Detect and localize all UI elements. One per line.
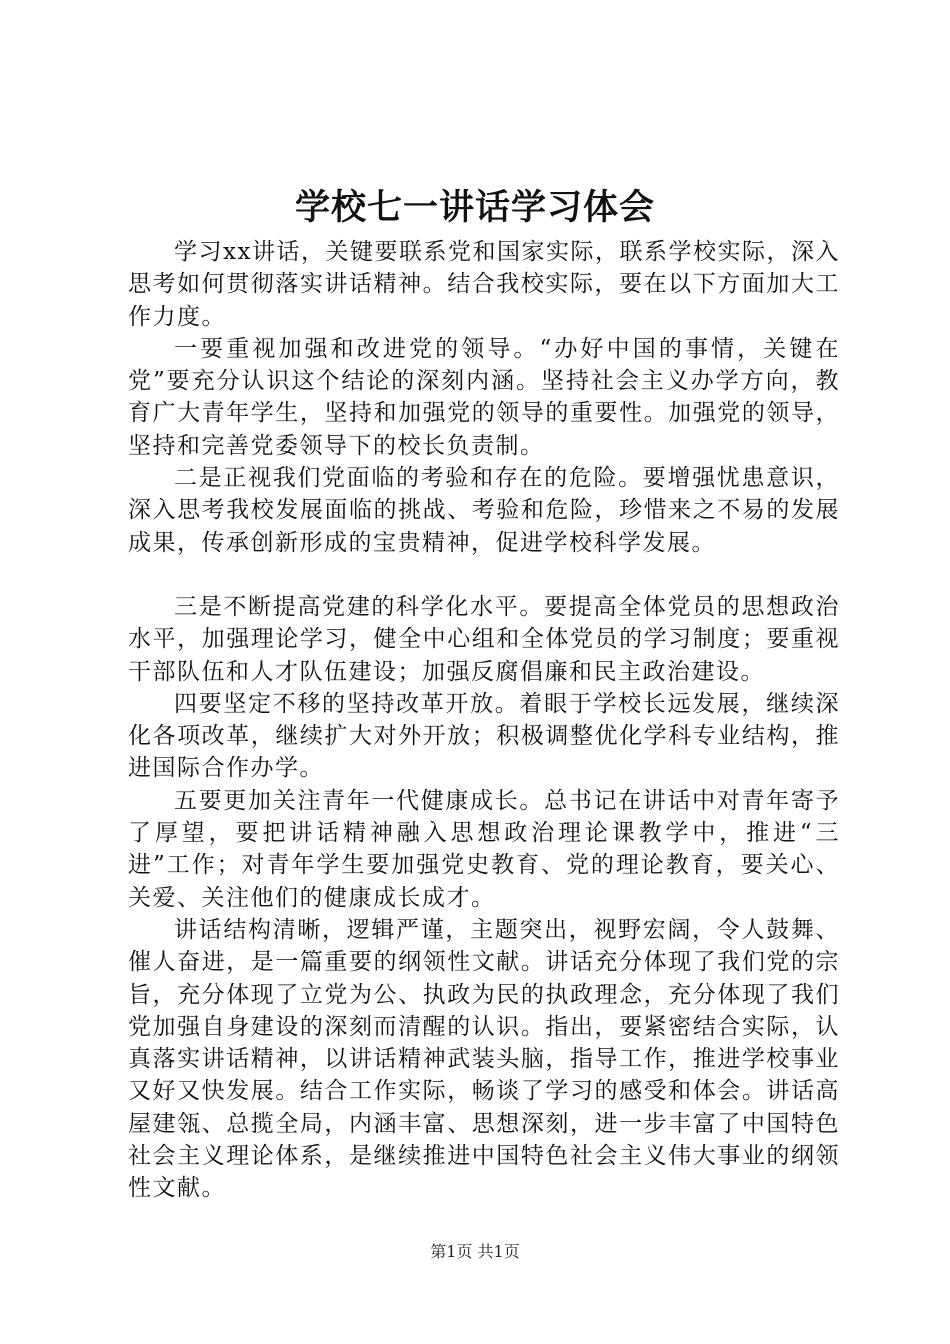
paragraph-point-three: 三是不断提高党建的科学化水平。要提高全体党员的思想政治水平，加强理论学习，健全中心组和全体党员的学习制度；要重视干部队伍和人才队伍建设；加强反腐倡廉和民主政治建设。 xyxy=(128,593,840,685)
paragraph-point-four: 四要坚定不移的坚持改革开放。着眼于学校长远发展，继续深化各项改革，继续扩大对外开放；积极调整优化学科专业结构，推进国际合作办学。 xyxy=(128,690,840,782)
paragraph-point-two: 二是正视我们党面临的考验和存在的危险。要增强忧患意识，深入思考我校发展面临的挑战、考验和危险，珍惜来之不易的发展成果，传承创新形成的宝贵精神，促进学校科学发展。 xyxy=(128,465,840,556)
document-body xyxy=(128,236,840,1205)
paragraph-intro: 学习xx讲话，关键要联系党和国家实际，联系学校实际，深入思考如何贯彻落实讲话精神。结合我校实际，要在以下方面加大工作力度。 xyxy=(128,239,840,330)
paragraph-summary: 讲话结构清晰，逻辑严谨，主题突出，视野宏阔，令人鼓舞、催人奋进，是一篇重要的纲领性文献。讲话充分体现了我们党的宗旨，充分体现了立党为公、执政为民的执政理念，充分体现了我们党加强自身建设的深刻而清醒的认识。指出，要紧密结合实际，认真落实讲话精神，以讲话精神武装头脑，指导工作，推进学校事业又好又快发展。结合工作实际，畅谈了学习的感受和体会。讲话高屋建瓴、总揽全局，内涵丰富、思想深刻，进一步丰富了中国特色社会主义理论体系，是继续推进中国特色社会主义伟大事业的纲领性文献。 xyxy=(128,916,840,1202)
page-number-footer: 第1页 共1页 xyxy=(430,1242,520,1261)
paragraph-point-one: 一要重视加强和改进党的领导。“办好中国的事情，关键在党”要充分认识这个结论的深刻内涵。坚持社会主义办学方向，教育广大青年学生，坚持和加强党的领导的重要性。加强党的领导，坚持和完善党委领导下的校长负责制。 xyxy=(128,335,840,459)
paragraph-point-five: 五要更加关注青年一代健康成长。总书记在讲话中对青年寄予了厚望，要把讲话精神融入思想政治理论课教学中，推进“三进”工作；对青年学生要加强党史教育、党的理论教育，要关心、关爱、关注他们的健康成长成才。 xyxy=(128,787,840,911)
document-title: 学校七一讲话学习体会 xyxy=(294,187,655,228)
paragraph-spacer xyxy=(128,559,840,591)
